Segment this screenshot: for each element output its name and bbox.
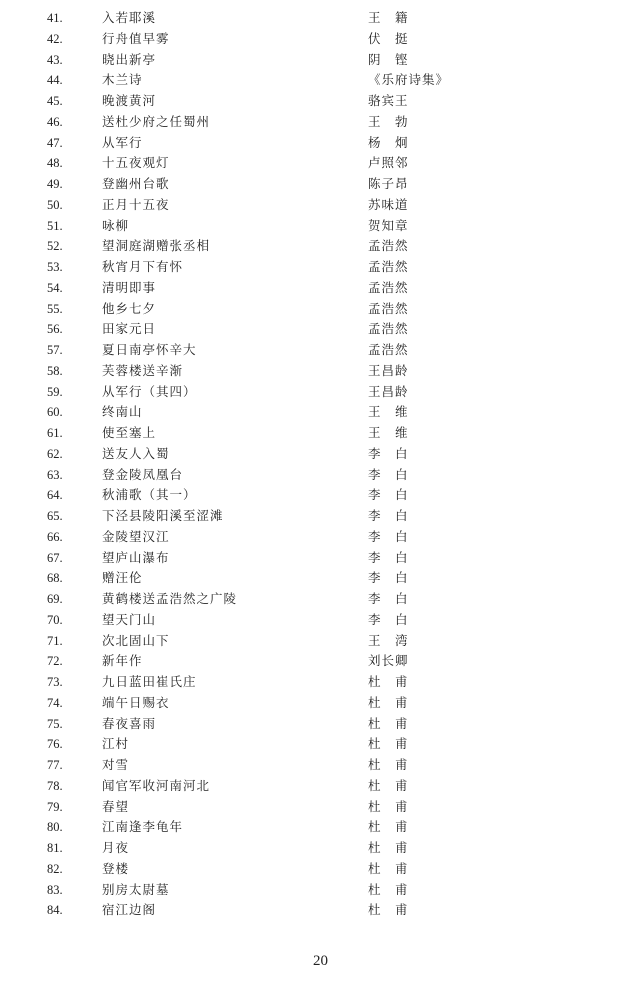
- poem-title: 咏柳: [102, 217, 130, 233]
- entry-number: 45.: [47, 94, 63, 108]
- poem-title: 江村: [102, 736, 130, 752]
- poem-title: 正月十五夜: [102, 196, 170, 212]
- poem-author: 孟浩然: [368, 238, 409, 254]
- poem-title: 宿江边阁: [102, 902, 157, 918]
- entry-number: 81.: [47, 841, 63, 855]
- entry-number: 56.: [47, 322, 63, 337]
- entry-number: 55.: [47, 301, 63, 316]
- poem-author: 杜 甫: [368, 757, 409, 772]
- list-item: [0, 236, 641, 257]
- poem-author: 李 白: [368, 528, 409, 544]
- poem-title: 次北固山下: [102, 632, 170, 648]
- list-item: [0, 817, 641, 838]
- entry-number: 71.: [47, 633, 63, 648]
- list-item: [0, 672, 641, 693]
- poem-title: 十五夜观灯: [102, 155, 170, 171]
- list-item: [0, 153, 641, 174]
- entry-number: 49.: [47, 177, 63, 191]
- poem-title: 望庐山瀑布: [102, 549, 170, 565]
- entry-number: 61.: [47, 426, 63, 440]
- poem-author: 李 白: [368, 487, 409, 503]
- poem-title: 春望: [102, 798, 130, 814]
- list-item: [0, 278, 641, 299]
- poem-author: 杜 甫: [368, 798, 409, 814]
- poem-author: 杜 甫: [368, 777, 409, 793]
- poem-author: 王 勃: [368, 113, 409, 129]
- list-item: [0, 631, 641, 652]
- list-item: [0, 797, 641, 818]
- list-item: [0, 838, 641, 859]
- list-item: [0, 465, 641, 486]
- entry-number: 68.: [47, 571, 63, 586]
- list-item: [0, 651, 641, 672]
- entry-number: 64.: [47, 488, 63, 503]
- list-item: [0, 485, 641, 506]
- list-item: [0, 382, 641, 403]
- poem-title: 别房太尉墓: [102, 881, 170, 897]
- entry-number: 74.: [47, 695, 63, 710]
- entry-number: 65.: [47, 509, 63, 523]
- entry-number: 48.: [47, 156, 63, 171]
- poem-title: 望洞庭湖赠张丞相: [102, 238, 211, 254]
- list-item: [0, 340, 641, 361]
- entry-number: 41.: [47, 11, 63, 25]
- poem-author: 孟浩然: [368, 259, 409, 274]
- list-item: [0, 174, 641, 195]
- list-item: [0, 319, 641, 340]
- poem-author: 杜 甫: [368, 694, 409, 710]
- list-item: [0, 91, 641, 112]
- poem-author: 李 白: [368, 591, 409, 606]
- poem-author: 孟浩然: [368, 279, 409, 295]
- list-item: [0, 257, 641, 278]
- poem-author: 杜 甫: [368, 736, 409, 752]
- list-item: [0, 423, 641, 444]
- poem-author: 王 籍: [368, 10, 409, 25]
- poem-author: 《乐府诗集》: [368, 72, 450, 88]
- poem-author: 伏 挺: [368, 30, 409, 46]
- poem-title: 使至塞上: [102, 425, 157, 440]
- poem-author: 王 维: [368, 404, 409, 420]
- poem-author: 杜 甫: [368, 674, 409, 689]
- list-item: [0, 693, 641, 714]
- list-item: [0, 776, 641, 797]
- list-item: [0, 610, 641, 631]
- list-item: [0, 859, 641, 880]
- poem-author: 王昌龄: [368, 383, 409, 399]
- list-item: [0, 714, 641, 735]
- entry-number: 59.: [47, 384, 63, 399]
- poem-author: 杜 甫: [368, 840, 409, 855]
- poem-title: 夏日南亭怀辛大: [102, 342, 197, 357]
- poem-author: 杜 甫: [368, 715, 409, 731]
- poem-author: 李 白: [368, 570, 409, 586]
- poem-author: 李 白: [368, 445, 409, 461]
- entry-number: 73.: [47, 675, 63, 689]
- poem-title: 赠汪伦: [102, 570, 143, 586]
- entry-number: 52.: [47, 239, 63, 254]
- entry-number: 75.: [47, 716, 63, 731]
- entry-number: 70.: [47, 612, 63, 627]
- list-item: [0, 70, 641, 91]
- poem-title: 晚渡黄河: [102, 93, 157, 108]
- poem-title: 秋宵月下有怀: [102, 259, 184, 274]
- entry-number: 57.: [47, 343, 63, 357]
- poem-title: 望天门山: [102, 611, 157, 627]
- poem-title: 送杜少府之任蜀州: [102, 113, 211, 129]
- entry-number: 51.: [47, 218, 63, 233]
- poem-title: 江南逢李龟年: [102, 819, 184, 835]
- poem-author: 杜 甫: [368, 819, 409, 835]
- entry-number: 58.: [47, 363, 63, 378]
- poem-title: 行舟值早雾: [102, 30, 170, 46]
- entry-number: 79.: [47, 799, 63, 814]
- poem-title: 登楼: [102, 860, 130, 876]
- poem-author: 孟浩然: [368, 342, 409, 357]
- list-item: [0, 195, 641, 216]
- list-item: [0, 361, 641, 382]
- poem-title: 春夜喜雨: [102, 715, 157, 731]
- poem-title: 芙蓉楼送辛渐: [102, 362, 184, 378]
- poem-title: 送友人入蜀: [102, 445, 170, 461]
- list-item: [0, 29, 641, 50]
- poem-title: 对雪: [102, 757, 130, 772]
- poem-title: 下泾县陵阳溪至涩滩: [102, 508, 224, 523]
- poem-author: 苏味道: [368, 196, 409, 212]
- list-item: [0, 589, 641, 610]
- poem-title: 月夜: [102, 840, 130, 855]
- poem-author: 李 白: [368, 508, 409, 523]
- entry-number: 62.: [47, 446, 63, 461]
- list-item: [0, 112, 641, 133]
- poem-author: 李 白: [368, 466, 409, 482]
- page-number: 20: [313, 953, 328, 969]
- entry-number: 54.: [47, 280, 63, 295]
- poem-title: 他乡七夕: [102, 300, 157, 316]
- entry-number: 69.: [47, 592, 63, 606]
- poem-author: 杨 炯: [368, 134, 409, 150]
- poem-author: 杜 甫: [368, 881, 409, 897]
- entry-number: 63.: [47, 467, 63, 482]
- entry-number: 60.: [47, 405, 63, 420]
- list-item: [0, 216, 641, 237]
- poem-author: 贺知章: [368, 217, 409, 233]
- poem-title: 登幽州台歌: [102, 176, 170, 191]
- list-item: [0, 299, 641, 320]
- poem-title: 清明即事: [102, 279, 157, 295]
- poem-title: 新年作: [102, 653, 143, 669]
- poem-title: 入若耶溪: [102, 10, 157, 25]
- entry-number: 67.: [47, 550, 63, 565]
- list-item: [0, 755, 641, 776]
- poem-author: 李 白: [368, 549, 409, 565]
- poem-title: 闻官军收河南河北: [102, 777, 211, 793]
- list-item: [0, 402, 641, 423]
- list-item: [0, 734, 641, 755]
- poem-author: 卢照邻: [368, 155, 409, 171]
- poem-author: 王 湾: [368, 632, 409, 648]
- poem-title: 端午日赐衣: [102, 694, 170, 710]
- poem-title: 九日蓝田崔氏庄: [102, 674, 197, 689]
- poem-author: 骆宾王: [368, 93, 409, 108]
- entry-number: 44.: [47, 73, 63, 88]
- poem-title: 秋浦歌（其一）: [102, 487, 197, 503]
- entry-number: 76.: [47, 737, 63, 752]
- entry-number: 66.: [47, 529, 63, 544]
- poem-title: 登金陵凤凰台: [102, 466, 184, 482]
- entry-number: 47.: [47, 135, 63, 150]
- list-item: [0, 900, 641, 921]
- poem-title: 金陵望汉江: [102, 528, 170, 544]
- poem-title: 田家元日: [102, 321, 157, 337]
- poem-title: 终南山: [102, 404, 143, 420]
- poem-list: [0, 8, 641, 921]
- entry-number: 84.: [47, 903, 63, 918]
- list-item: [0, 527, 641, 548]
- entry-number: 80.: [47, 820, 63, 835]
- list-item: [0, 444, 641, 465]
- entry-number: 42.: [47, 31, 63, 46]
- entry-number: 50.: [47, 197, 63, 212]
- poem-title: 从军行: [102, 134, 143, 150]
- list-item: [0, 548, 641, 569]
- entry-number: 53.: [47, 260, 63, 274]
- list-item: [0, 568, 641, 589]
- entry-number: 83.: [47, 882, 63, 897]
- poem-author: 孟浩然: [368, 321, 409, 337]
- poem-author: 杜 甫: [368, 860, 409, 876]
- list-item: [0, 133, 641, 154]
- list-item: [0, 50, 641, 71]
- poem-title: 从军行（其四）: [102, 383, 197, 399]
- poem-author: 阴 铿: [368, 51, 409, 67]
- poem-author: 李 白: [368, 611, 409, 627]
- entry-number: 77.: [47, 758, 63, 772]
- poem-author: 陈子昂: [368, 176, 409, 191]
- entry-number: 72.: [47, 654, 63, 669]
- poem-title: 晓出新亭: [102, 51, 157, 67]
- poem-title: 黄鹤楼送孟浩然之广陵: [102, 591, 238, 606]
- poem-author: 王 维: [368, 425, 409, 440]
- entry-number: 82.: [47, 861, 63, 876]
- list-item: [0, 506, 641, 527]
- entry-number: 78.: [47, 778, 63, 793]
- poem-author: 王昌龄: [368, 362, 409, 378]
- poem-author: 刘长卿: [368, 653, 409, 669]
- poem-author: 孟浩然: [368, 300, 409, 316]
- entry-number: 46.: [47, 114, 63, 129]
- list-item: [0, 8, 641, 29]
- poem-author: 杜 甫: [368, 902, 409, 918]
- poem-title: 木兰诗: [102, 72, 143, 88]
- list-item: [0, 880, 641, 901]
- entry-number: 43.: [47, 52, 63, 67]
